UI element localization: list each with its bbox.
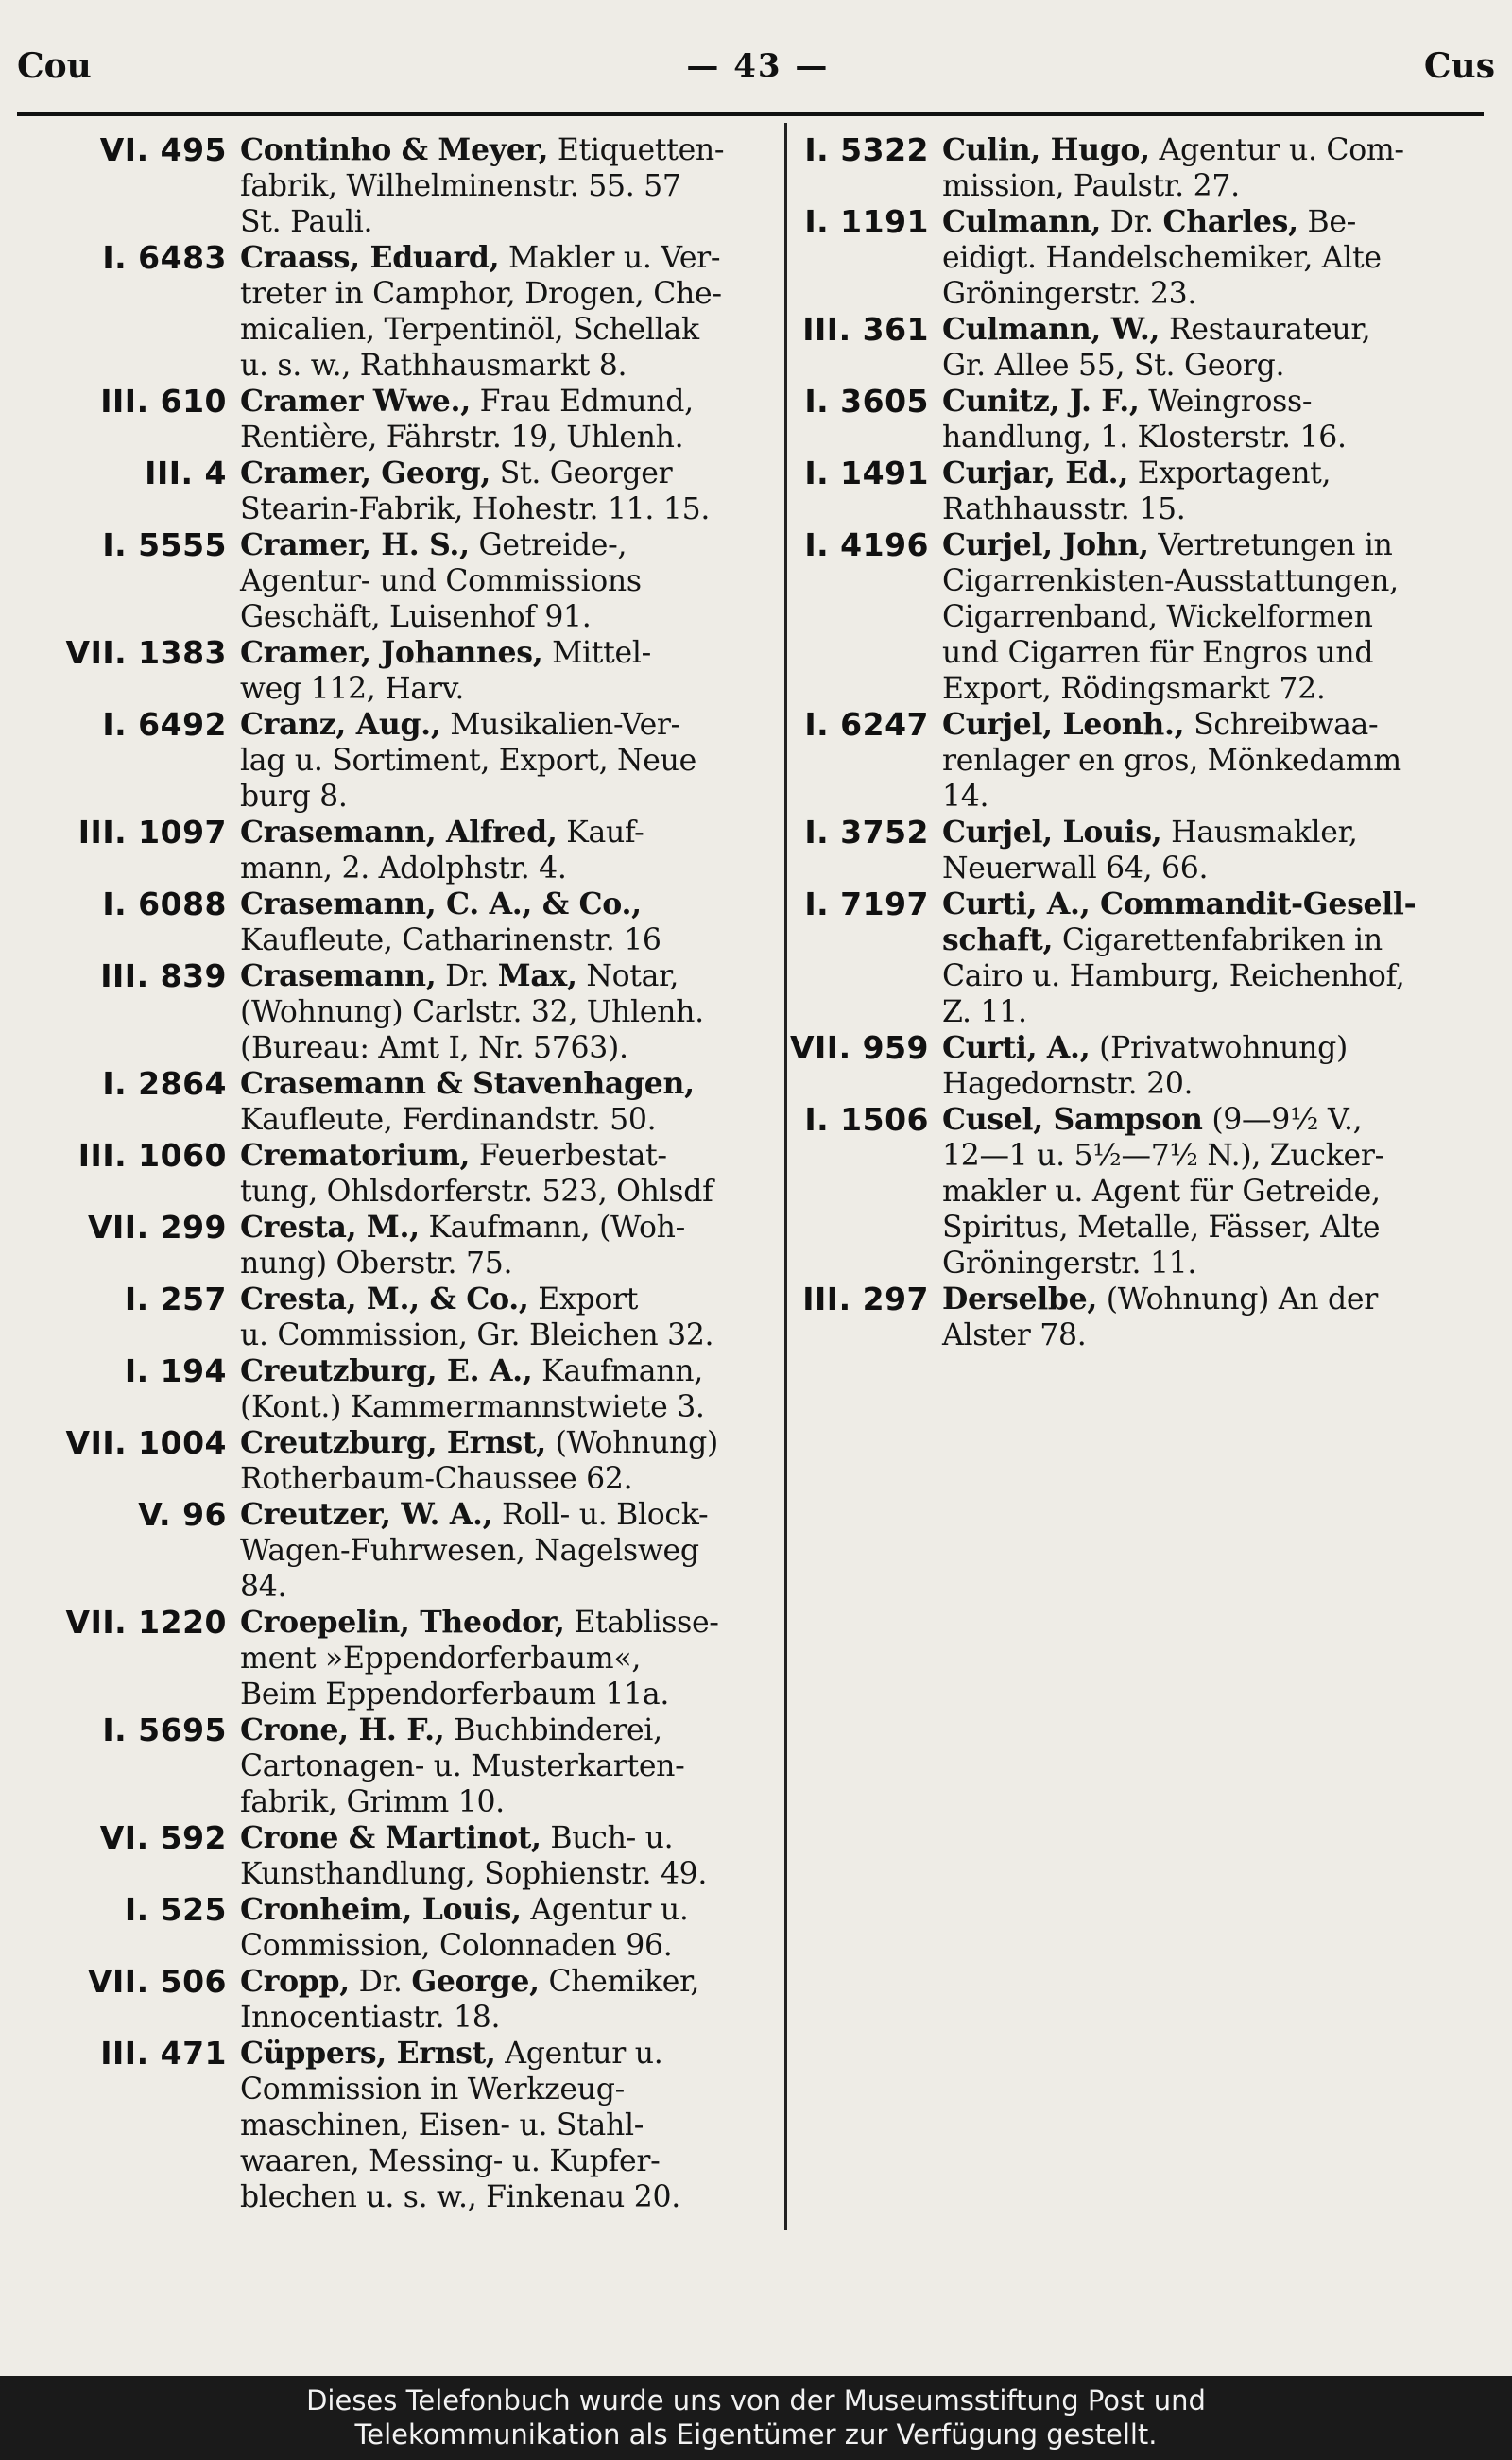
directory-entry — [764, 456, 1482, 527]
entry-text — [240, 1138, 767, 1210]
entry-line: waaren, Messing- u. Kupfer- — [240, 2144, 661, 2178]
entry-line: Crasemann & Stavenhagen, — [240, 1066, 695, 1101]
entry-text — [240, 456, 767, 527]
directory-entry — [21, 707, 767, 815]
entry-text — [240, 707, 767, 815]
entry-line: Spiritus, Metalle, Fässer, Alte — [942, 1211, 1381, 1245]
entry-line: blechen u. s. w., Finkenau 20. — [240, 2180, 680, 2214]
directory-entry — [764, 204, 1482, 312]
entry-line: Cramer Wwe., Frau Edmund, — [240, 384, 694, 419]
phone-number: VII. 1383 — [65, 634, 227, 671]
entry-line: Craass, Eduard, Makler u. Ver- — [240, 240, 721, 275]
entry-line: fabrik, Grimm 10. — [240, 1785, 505, 1819]
entry-line: Cartonagen- u. Musterkarten- — [240, 1749, 685, 1783]
phone-number: III. 610 — [100, 383, 227, 420]
header-right-keyword: Cus — [1423, 46, 1495, 86]
entry-line: treter in Camphor, Drogen, Che- — [240, 277, 722, 311]
entry-text — [240, 240, 767, 384]
entry-line: Rentière, Fährstr. 19, Uhlenh. — [240, 421, 684, 455]
phone-number: I. 1506 — [804, 1101, 929, 1138]
directory-entry — [21, 886, 767, 958]
entry-line: Wagen-Fuhrwesen, Nagelsweg — [240, 1534, 699, 1568]
phone-number: I. 6492 — [102, 706, 227, 743]
entry-text — [942, 1102, 1482, 1282]
directory-entry — [21, 1605, 767, 1712]
entry-text — [240, 815, 767, 886]
entry-text — [942, 815, 1482, 886]
directory-entry — [764, 384, 1482, 456]
entry-line: 12—1 u. 5½—7½ N.), Zucker- — [942, 1139, 1384, 1173]
entry-line: Cresta, M., & Co., Export — [240, 1282, 639, 1316]
entry-line: Rathhausstr. 15. — [942, 492, 1186, 526]
entry-line: Curjel, Leonh., Schreibwaa- — [942, 707, 1379, 742]
entry-line: Kaufleute, Ferdinandstr. 50. — [240, 1103, 657, 1137]
entry-text — [942, 456, 1482, 527]
entry-line: makler u. Agent für Getreide, — [942, 1175, 1381, 1209]
entry-line: schaft, Cigarettenfabriken in — [942, 922, 1383, 957]
entry-line: Agentur- und Commissions — [240, 564, 642, 598]
entry-line: Cairo u. Hamburg, Reichenhof, — [942, 959, 1405, 993]
entry-line: Creutzburg, Ernst, (Wohnung) — [240, 1425, 718, 1460]
entry-line: Gröningerstr. 11. — [942, 1247, 1197, 1281]
entry-line: (Bureau: Amt I, Nr. 5763). — [240, 1031, 628, 1065]
phone-number: III. 361 — [802, 311, 929, 348]
entry-text — [240, 958, 767, 1066]
phone-number: III. 1060 — [77, 1137, 227, 1174]
directory-entry — [764, 815, 1482, 886]
entry-text — [240, 1066, 767, 1138]
directory-entry — [21, 1712, 767, 1820]
entry-line: 14. — [942, 780, 989, 814]
entry-line: Cüppers, Ernst, Agentur u. — [240, 2036, 663, 2071]
entry-line: Culin, Hugo, Agentur u. Com- — [942, 132, 1404, 167]
directory-entry — [21, 958, 767, 1066]
entry-line: Neuerwall 64, 66. — [942, 852, 1209, 886]
phone-number: I. 7197 — [804, 886, 929, 922]
entry-line: Alster 78. — [942, 1318, 1087, 1352]
entry-text — [942, 886, 1482, 1030]
entry-line: nung) Oberstr. 75. — [240, 1247, 513, 1281]
entry-text — [240, 1353, 767, 1425]
phone-number: I. 6483 — [102, 239, 227, 276]
phone-number: I. 525 — [124, 1891, 227, 1928]
directory-entry — [21, 132, 767, 240]
entry-line: handlung, 1. Klosterstr. 16. — [942, 421, 1347, 455]
entry-line: Curjel, John, Vertretungen in — [942, 527, 1393, 562]
entry-line: micalien, Terpentinöl, Schellak — [240, 313, 699, 347]
directory-entry — [21, 1282, 767, 1353]
phone-number: I. 3605 — [804, 383, 929, 420]
entry-text — [240, 1425, 767, 1497]
entry-text — [240, 886, 767, 958]
entry-line: Continho & Meyer, Etiquetten- — [240, 132, 725, 167]
entry-line: Crasemann, Alfred, Kauf- — [240, 815, 644, 850]
directory-entry — [764, 707, 1482, 815]
entry-text — [240, 384, 767, 456]
entry-line: lag u. Sortiment, Export, Neue — [240, 744, 696, 778]
phone-number: VII. 1004 — [65, 1424, 227, 1461]
entry-text — [240, 1210, 767, 1282]
entry-text — [240, 1712, 767, 1820]
entry-line: Creutzburg, E. A., Kaufmann, — [240, 1353, 703, 1388]
directory-entry — [21, 1820, 767, 1892]
phone-number: VII. 1220 — [65, 1604, 227, 1641]
directory-entry — [21, 240, 767, 384]
entry-line: Cresta, M., Kaufmann, (Woh- — [240, 1210, 685, 1245]
entry-line: Curti, A., Commandit-Gesell- — [942, 886, 1417, 921]
phone-number: VII. 299 — [87, 1209, 227, 1246]
directory-entry — [764, 886, 1482, 1030]
entry-line: tung, Ohlsdorferstr. 523, Ohlsdf — [240, 1175, 713, 1209]
entry-line: Cramer, Johannes, Mittel- — [240, 635, 651, 670]
entry-line: Commission, Colonnaden 96. — [240, 1929, 673, 1963]
directory-entry — [764, 132, 1482, 204]
directory-entry — [21, 1210, 767, 1282]
directory-entry — [21, 1892, 767, 1964]
entry-line: 84. — [240, 1570, 287, 1604]
entry-line: renlager en gros, Mönkedamm — [942, 744, 1401, 778]
phone-number: V. 96 — [138, 1496, 227, 1533]
phone-number: I. 5695 — [102, 1712, 227, 1748]
phone-number: III. 297 — [802, 1281, 929, 1317]
directory-entry — [764, 1030, 1482, 1102]
entry-line: ment »Eppendorferbaum«, — [240, 1642, 642, 1676]
entry-line: Z. 11. — [942, 995, 1027, 1029]
entry-text — [240, 635, 767, 707]
entry-line: mann, 2. Adolphstr. 4. — [240, 852, 567, 886]
phone-number: VII. 506 — [87, 1963, 227, 2000]
entry-line: Croepelin, Theodor, Etablisse- — [240, 1605, 719, 1640]
entry-line: Cunitz, J. F., Weingross- — [942, 384, 1313, 419]
entry-line: und Cigarren für Engros und — [942, 636, 1374, 670]
directory-entry — [21, 1138, 767, 1210]
entry-line: (Wohnung) Carlstr. 32, Uhlenh. — [240, 995, 704, 1029]
entry-line: Rotherbaum-Chaussee 62. — [240, 1462, 633, 1496]
phone-number: III. 471 — [100, 2035, 227, 2072]
entry-line: Crasemann, Dr. Max, Notar, — [240, 958, 679, 993]
entry-text — [240, 1605, 767, 1712]
entry-line: Cusel, Sampson (9—9½ V., — [942, 1102, 1363, 1137]
entry-line: fabrik, Wilhelminenstr. 55. 57 — [240, 169, 681, 203]
entry-text — [240, 1282, 767, 1353]
entry-text — [240, 2036, 767, 2215]
directory-entry — [764, 312, 1482, 384]
entry-text — [240, 1964, 767, 2036]
phone-number: III. 1097 — [77, 814, 227, 851]
entry-text — [240, 1820, 767, 1892]
directory-entry — [21, 1425, 767, 1497]
entry-line: Crone, H. F., Buchbinderei, — [240, 1712, 662, 1747]
phone-number: I. 4196 — [804, 526, 929, 563]
entry-line: Culmann, W., Restaurateur, — [942, 312, 1371, 347]
phone-number: I. 5555 — [102, 526, 227, 563]
directory-entry — [21, 815, 767, 886]
directory-entry — [21, 456, 767, 527]
entry-line: Export, Rödingsmarkt 72. — [942, 672, 1326, 706]
directory-entry — [21, 1497, 767, 1605]
entry-line: Innocentiastr. 18. — [240, 2001, 501, 2035]
entry-line: Curti, A., (Privatwohnung) — [942, 1030, 1349, 1065]
phone-number: VII. 959 — [789, 1029, 929, 1066]
footer-line-1: Dieses Telefonbuch wurde uns von der Museumsstiftung Post und — [306, 2384, 1206, 2417]
entry-text — [942, 384, 1482, 456]
entry-line: Gröningerstr. 23. — [942, 277, 1197, 311]
directory-entry — [21, 527, 767, 635]
header-left-keyword: Cou — [17, 46, 92, 86]
entry-line: (Kont.) Kammermannstwiete 3. — [240, 1390, 705, 1424]
phone-number: I. 194 — [124, 1352, 227, 1389]
phone-number: I. 6088 — [102, 886, 227, 922]
phone-number: VI. 592 — [99, 1819, 227, 1856]
footer-note — [0, 2376, 1512, 2460]
entry-line: Crone & Martinot, Buch- u. — [240, 1820, 674, 1855]
directory-entry — [21, 1964, 767, 2036]
phone-number: I. 257 — [124, 1281, 227, 1317]
entry-line: u. s. w., Rathhausmarkt 8. — [240, 349, 627, 383]
entry-line: Curjar, Ed., Exportagent, — [942, 456, 1332, 490]
entry-line: Culmann, Dr. Charles, Be- — [942, 204, 1357, 239]
entry-text — [240, 527, 767, 635]
entry-line: Creutzer, W. A., Roll- u. Block- — [240, 1497, 709, 1532]
entry-text — [942, 312, 1482, 384]
entry-line: St. Pauli. — [240, 205, 373, 239]
directory-entry — [21, 2036, 767, 2215]
entry-line: Cigarrenband, Wickelformen — [942, 600, 1373, 634]
directory-entry — [21, 1353, 767, 1425]
entry-line: Kaufleute, Catharinenstr. 16 — [240, 923, 662, 957]
entry-line: Curjel, Louis, Hausmakler, — [942, 815, 1358, 850]
entry-line: Crematorium, Feuerbestat- — [240, 1138, 667, 1173]
entry-text — [942, 1282, 1482, 1353]
phone-number: I. 1491 — [804, 455, 929, 491]
entry-line: Cranz, Aug., Musikalien-Ver- — [240, 707, 681, 742]
entry-line: Crasemann, C. A., & Co., — [240, 886, 642, 921]
entry-text — [942, 204, 1482, 312]
page-number: — 43 — — [686, 47, 830, 85]
phone-number: I. 5322 — [804, 131, 929, 168]
entry-line: maschinen, Eisen- u. Stahl- — [240, 2108, 644, 2142]
entry-line: Derselbe, (Wohnung) An der — [942, 1282, 1378, 1316]
entry-line: Cropp, Dr. George, Chemiker, — [240, 1964, 700, 1999]
entry-line: burg 8. — [240, 780, 348, 814]
entry-text — [240, 1497, 767, 1605]
entry-line: Hagedornstr. 20. — [942, 1067, 1194, 1101]
directory-entry — [764, 527, 1482, 707]
phone-number: III. 839 — [100, 957, 227, 994]
entry-line: Cigarrenkisten-Ausstattungen, — [942, 564, 1399, 598]
directory-entry — [764, 1282, 1482, 1353]
left-column — [21, 132, 767, 2215]
right-column — [764, 132, 1482, 1353]
entry-line: Gr. Allee 55, St. Georg. — [942, 349, 1285, 383]
entry-line: Cronheim, Louis, Agentur u. — [240, 1892, 689, 1927]
directory-entry — [764, 1102, 1482, 1282]
header-rule — [17, 112, 1484, 116]
entry-text — [942, 707, 1482, 815]
phone-number: I. 1191 — [804, 203, 929, 240]
footer-line-2: Telekommunikation als Eigentümer zur Verfügung gestellt. — [354, 2418, 1158, 2451]
entry-line: mission, Paulstr. 27. — [942, 169, 1240, 203]
entry-line: Geschäft, Luisenhof 91. — [240, 600, 592, 634]
page-header — [17, 38, 1495, 95]
entry-line: Commission in Werkzeug- — [240, 2073, 625, 2107]
entry-line: weg 112, Harv. — [240, 672, 465, 706]
entry-text — [942, 132, 1482, 204]
entry-line: Beim Eppendorferbaum 11a. — [240, 1677, 670, 1712]
entry-line: eidigt. Handelschemiker, Alte — [942, 241, 1382, 275]
entry-text — [942, 1030, 1482, 1102]
entry-text — [240, 132, 767, 240]
entry-line: Cramer, Georg, St. Georger — [240, 456, 673, 490]
phone-number: III. 4 — [145, 455, 227, 491]
entry-text — [240, 1892, 767, 1964]
entry-text — [942, 527, 1482, 707]
phone-number: I. 6247 — [804, 706, 929, 743]
phone-number: I. 2864 — [102, 1065, 227, 1102]
entry-line: Kunsthandlung, Sophienstr. 49. — [240, 1857, 708, 1891]
entry-line: Stearin-Fabrik, Hohestr. 11. 15. — [240, 492, 711, 526]
directory-entry — [21, 1066, 767, 1138]
directory-entry — [21, 384, 767, 456]
directory-entry — [21, 635, 767, 707]
entry-line: u. Commission, Gr. Bleichen 32. — [240, 1318, 714, 1352]
phone-number: I. 3752 — [804, 814, 929, 851]
entry-line: Cramer, H. S., Getreide-, — [240, 527, 627, 562]
phone-number: VI. 495 — [99, 131, 227, 168]
